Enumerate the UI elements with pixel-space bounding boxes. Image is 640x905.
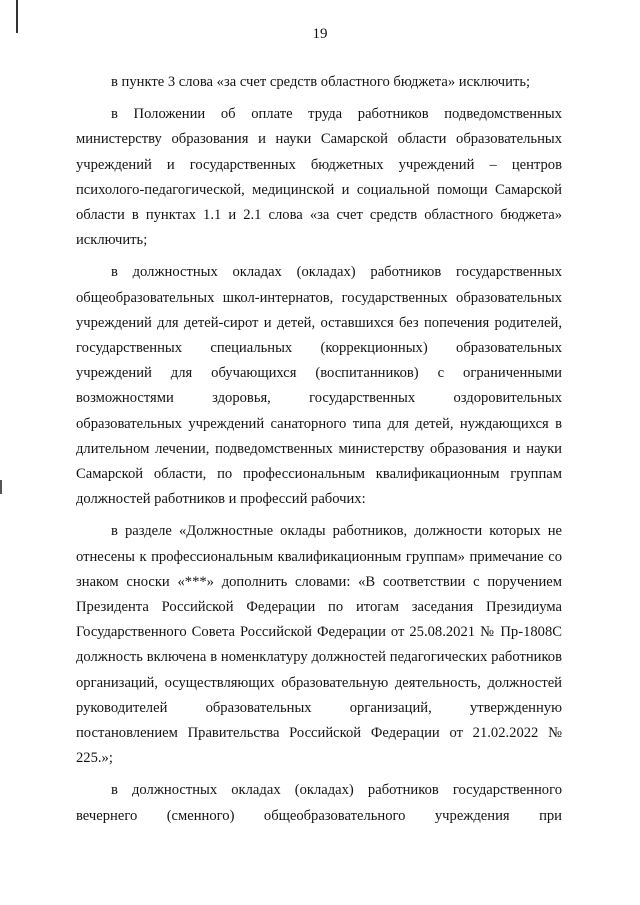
scan-edge-mark (0, 480, 2, 494)
paragraph: в разделе «Должностные оклады работников, должности которых не отнесены к профессиональным квалификационным группам» примечание со знаком сноски «***» дополнить словами: «В соответствии с поручением Президента Российской Федерации по итогам заседания Президиума Государственного Совета Российской Федерации от 25.08.2021 № Пр-1808С должность включена в номенклатуру должностей педагогических работников организаций, осуществляющих образовательную деятельность, должностей руководителей образовательных организаций, утвержденную постановлением Правительства Российской Федерации от 21.02.2022 № 225.»; (76, 523, 562, 767)
paragraph: в должностных окладах (окладах) работников государственного вечернего (сменного) общеобразовательного учреждения при (76, 782, 562, 824)
paragraph: в Положении об оплате труда работников подведомственных министерству образования и науки Самарской области образовательных учреждений и государственных бюджетных учреждений – центров психолого-педагогической, медицинской и социальной помощи Самарской области в пунктах 1.1 и 2.1 слова «за счет средств областного бюджета» исключить; (76, 106, 562, 249)
paragraph: в должностных окладах (окладах) работников государственных общеобразовательных школ-интернатов, государственных образовательных учреждений для детей-сирот и детей, оставшихся без попечения родителей, государственных специальных (коррекционных) образовательных учреждений для обучающихся (воспитанников) с ограниченными возможностями здоровья, государственных оздоровительных образовательных учреждений санаторного типа для детей, нуждающихся в длительном лечении, подведомственных министерству образования и науки Самарской области, по профессиональным квалификационным группам должностей работников и профессий рабочих: (76, 264, 562, 508)
document-body (76, 70, 562, 829)
page-number: 19 (312, 26, 328, 42)
paragraph: в пункте 3 слова «за счет средств областного бюджета» исключить; (111, 74, 531, 90)
